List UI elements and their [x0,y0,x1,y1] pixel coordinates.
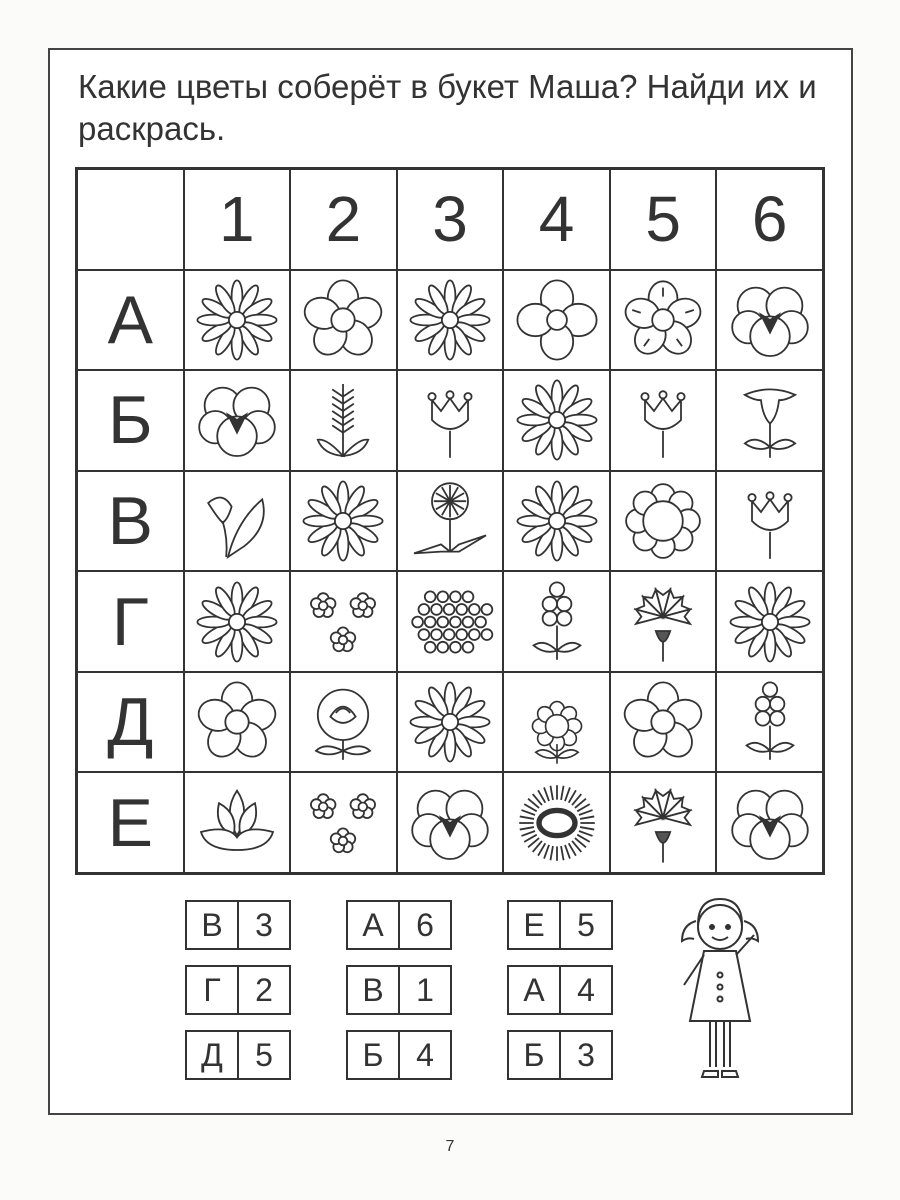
row-header: В [77,471,184,572]
flower-cell[interactable] [610,571,717,672]
daisy-icon [192,275,282,365]
five-petal-icon [192,677,282,767]
berry-stem-icon [725,677,815,767]
column-header: 1 [184,169,291,270]
flower-cell[interactable] [184,571,291,672]
flower-cell[interactable] [716,370,823,471]
flower-cell[interactable] [716,270,823,371]
row-header: Г [77,571,184,672]
card-number: 1 [416,971,434,1008]
answer-card [185,900,291,950]
cornflower-icon [618,778,708,868]
card-letter: Б [348,1032,400,1078]
pansy-icon [192,375,282,465]
daisy-icon [512,476,602,566]
five-petal-icon [298,275,388,365]
flower-cell[interactable] [184,672,291,773]
flower-cell[interactable] [290,672,397,773]
flower-cell[interactable] [397,471,504,572]
flower-cell[interactable] [184,270,291,371]
column-header: 4 [503,169,610,270]
flower-cell[interactable] [290,471,397,572]
flower-cell[interactable] [290,270,397,371]
answer-card [185,965,291,1015]
daisy-icon [725,577,815,667]
pansy-icon [725,275,815,365]
snowdrop-icon [192,476,282,566]
flower-cell[interactable] [397,571,504,672]
flower-cell[interactable] [397,672,504,773]
row-header: А [77,270,184,371]
pansy-icon [725,778,815,868]
flower-cell[interactable] [290,772,397,873]
flower-cell[interactable] [503,471,610,572]
aster-icon [512,778,602,868]
card-number: 2 [255,971,273,1008]
answer-card [346,965,452,1015]
bellflower-icon [725,375,815,465]
card-number: 3 [577,1036,595,1073]
task-title: Какие цветы соберёт в букет Маша? Найди их и раскрась. [78,68,817,147]
flower-cell[interactable] [716,471,823,572]
card-letter: Е [509,902,561,948]
berry-stem-icon [512,577,602,667]
card-letter: А [509,967,561,1013]
tulip-icon [405,375,495,465]
pansy-icon [405,778,495,868]
card-letter: Д [187,1032,239,1078]
flower-cell[interactable] [290,370,397,471]
card-number: 4 [416,1036,434,1073]
column-header: 3 [397,169,504,270]
daisy-icon [192,577,282,667]
column-header: 6 [716,169,823,270]
four-petal-icon [512,275,602,365]
card-letter: А [348,902,400,948]
card-letter: Б [509,1032,561,1078]
girl-icon [660,895,780,1090]
card-number: 3 [255,906,273,943]
grid-corner [77,169,184,270]
card-letter: В [348,967,400,1013]
flower-cell[interactable] [716,672,823,773]
flower-cell[interactable] [397,270,504,371]
lotus-icon [192,778,282,868]
flower-cell[interactable] [290,571,397,672]
flower-cell[interactable] [716,772,823,873]
row-header: Е [77,772,184,873]
flower-cell[interactable] [503,772,610,873]
potted-flower-icon [512,677,602,767]
daisy-icon [405,677,495,767]
answer-card [507,900,613,950]
flower-cell[interactable] [610,270,717,371]
card-number: 6 [416,906,434,943]
flower-cell[interactable] [503,370,610,471]
cornflower-icon [618,577,708,667]
feather-plant-icon [298,375,388,465]
flower-cell[interactable] [610,772,717,873]
cross-flower-icon [618,275,708,365]
dandelion-icon [405,476,495,566]
flower-cell[interactable] [503,270,610,371]
flower-cell[interactable] [503,672,610,773]
flower-cell[interactable] [610,370,717,471]
flower-cell[interactable] [184,471,291,572]
small-flowers-icon [298,778,388,868]
row-header: Д [77,672,184,773]
tulip-icon [618,375,708,465]
daisy-icon [512,375,602,465]
answer-card [346,900,452,950]
flower-cell[interactable] [184,370,291,471]
answer-card [346,1030,452,1080]
round-flower-icon [618,476,708,566]
answer-card [185,1030,291,1080]
card-letter: Г [187,967,239,1013]
column-header: 2 [290,169,397,270]
card-letter: В [187,902,239,948]
answer-card [507,965,613,1015]
small-flowers-icon [298,577,388,667]
card-number: 5 [255,1036,273,1073]
flower-cell[interactable] [184,772,291,873]
flower-cell[interactable] [716,571,823,672]
flower-cell[interactable] [610,672,717,773]
page-number: 7 [445,1138,455,1155]
daisy-icon [298,476,388,566]
flower-cell[interactable] [397,772,504,873]
five-petal-icon [618,677,708,767]
flower-cluster-icon [405,577,495,667]
answer-card [507,1030,613,1080]
flower-cell[interactable] [610,471,717,572]
column-header: 5 [610,169,717,270]
flower-grid [75,167,825,875]
card-number: 4 [577,971,595,1008]
daisy-icon [405,275,495,365]
tulip-icon [725,476,815,566]
card-number: 5 [577,906,595,943]
row-header: Б [77,370,184,471]
flower-cell[interactable] [503,571,610,672]
flower-cell[interactable] [397,370,504,471]
rose-icon [298,677,388,767]
